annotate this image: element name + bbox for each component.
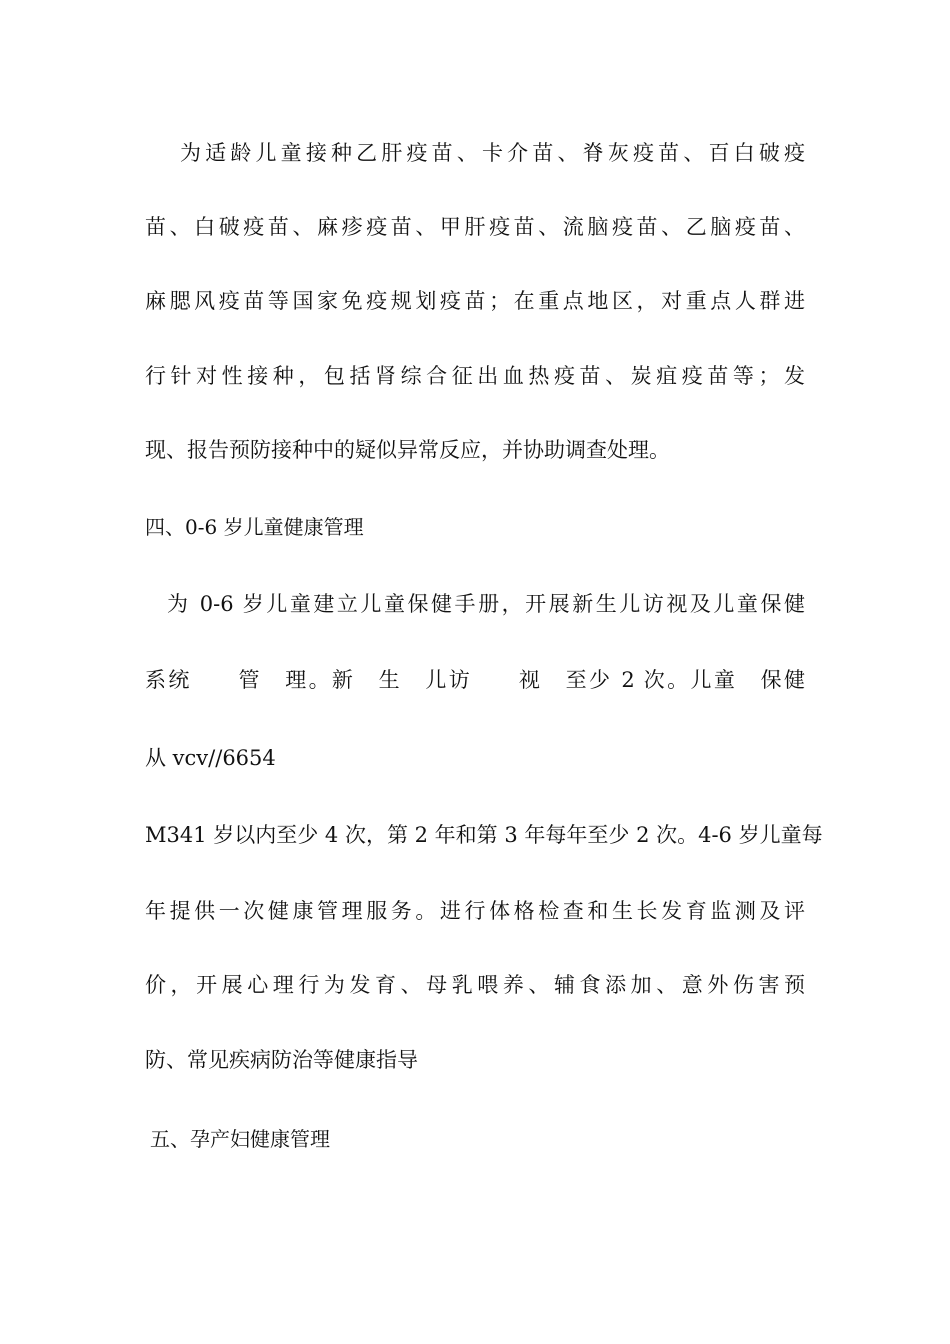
section-heading-child-health: 四、0-6 岁儿童健康管理 bbox=[145, 515, 364, 539]
child-health-paragraph-line-5: 年提供一次健康管理服务。进行体格检查和生长发育监测及评 bbox=[145, 899, 805, 923]
child-health-paragraph-line-3: 从 vcv//6654 bbox=[145, 746, 276, 770]
vaccination-paragraph-line-4: 行针对性接种，包括肾综合征出血热疫苗、炭疽疫苗等；发 bbox=[145, 364, 805, 388]
vaccination-paragraph-line-1: 为适龄儿童接种乙肝疫苗、卡介苗、脊灰疫苗、百白破疫 bbox=[180, 141, 805, 165]
vaccination-paragraph-line-2: 苗、白破疫苗、麻疹疫苗、甲肝疫苗、流脑疫苗、乙脑疫苗、 bbox=[145, 215, 805, 239]
section-heading-maternal-health: 五、孕产妇健康管理 bbox=[150, 1127, 330, 1151]
vaccination-paragraph-line-5: 现、报告预防接种中的疑似异常反应，并协助调查处理。 bbox=[145, 438, 670, 462]
child-health-paragraph-line-1: 为 0-6 岁儿童建立儿童保健手册，开展新生儿访视及儿童保健 bbox=[167, 592, 805, 616]
child-health-paragraph-line-2: 系统 管 理。新 生 儿访 视 至少 2 次。儿童 保健 bbox=[145, 668, 805, 692]
child-health-paragraph-line-4: M341 岁以内至少 4 次，第 2 年和第 3 年每年至少 2 次。4-6 岁儿童每 bbox=[145, 823, 823, 847]
child-health-paragraph-line-6: 价，开展心理行为发育、母乳喂养、辅食添加、意外伤害预 bbox=[145, 973, 805, 997]
child-health-paragraph-line-7: 防、常见疾病防治等健康指导 bbox=[145, 1048, 418, 1072]
vaccination-paragraph-line-3: 麻腮风疫苗等国家免疫规划疫苗；在重点地区，对重点人群进 bbox=[145, 289, 805, 313]
